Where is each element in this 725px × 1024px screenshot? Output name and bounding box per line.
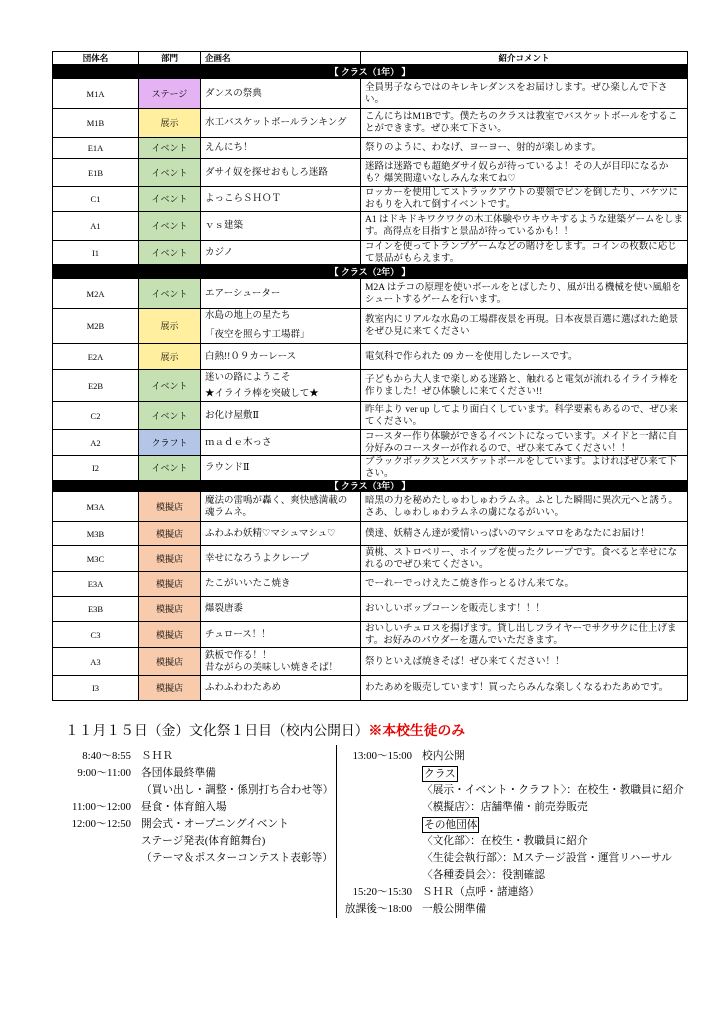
intro-comment: 電気科で作られた 09 カーを使用したレースです。	[365, 351, 578, 362]
schedule-entry	[338, 748, 718, 765]
schedule-entry-continued	[338, 799, 718, 816]
header-comment	[361, 52, 688, 64]
project-title-cell	[201, 212, 361, 240]
table-row	[53, 676, 688, 701]
department-label: イベント	[151, 194, 188, 204]
project-title-line: ふわふわ妖精♡マシュマシュ♡	[205, 528, 336, 539]
comment-cell	[361, 522, 688, 545]
group-name-cell	[53, 212, 139, 240]
comment-cell	[361, 370, 688, 401]
project-title-line: お化け屋敷Ⅱ	[205, 410, 259, 421]
project-title-cell	[201, 309, 361, 343]
project-title-cell	[201, 109, 361, 137]
project-title-line: えんにち！	[205, 143, 253, 153]
schedule-text: 〈生徒会執行部〉：Ｍステージ設営・運営リハーサル	[422, 852, 672, 864]
schedule-time: 放課後～18:00	[344, 903, 412, 915]
comment-cell	[361, 676, 688, 700]
schedule-entry	[338, 884, 718, 901]
project-title-line: ｍａｄｅ木っさ	[205, 437, 272, 448]
department-cell	[139, 648, 201, 675]
schedule-entry	[0, 799, 335, 816]
group-name-cell	[53, 622, 139, 647]
project-title-line: 幸せになろうよクレープ	[205, 553, 310, 564]
group-name: C3	[90, 629, 101, 640]
department-cell	[139, 676, 201, 700]
department-cell	[139, 370, 201, 401]
schedule-date-title: １１月１５日（金）文化祭１日目（校内公開日）	[65, 723, 369, 738]
group-name: M1B	[86, 118, 105, 128]
project-title-cell	[201, 187, 361, 211]
group-name: E3B	[87, 604, 104, 614]
comment-cell	[361, 309, 688, 343]
department-label: 模擬店	[155, 604, 183, 614]
department-label: 模擬店	[155, 629, 183, 640]
project-title-cell	[201, 648, 361, 675]
intro-comment: おいしいチュロスを揚げます。貸し出しフライヤーでサクサクに仕上げます。お好みのパウダーを選んでいただきます。	[365, 623, 677, 646]
project-title-cell	[201, 676, 361, 700]
group-name-cell	[53, 648, 139, 675]
group-name: I2	[91, 463, 100, 473]
schedule-time: 15:20～15:30	[352, 886, 412, 898]
schedule-text: 昼食・体育館入場	[141, 801, 227, 813]
project-title-cell	[201, 430, 361, 455]
project-title-line: エアーシューター	[205, 288, 281, 299]
project-title-line: 昔ながらの美味しい焼きそば！	[205, 662, 339, 673]
intro-comment: 全員男子ならではのキレキレダンスをお届けします。ぜひ楽しんで下さい。	[365, 82, 668, 105]
schedule-entry-continued	[338, 833, 718, 850]
department-cell	[139, 622, 201, 647]
department-cell	[139, 241, 201, 264]
group-name: M2B	[86, 321, 105, 331]
table-row	[53, 597, 688, 622]
intro-comment: M2A はテコの原理を使いボールをとばしたり、風が出る機械を使い風船をシュートするゲームを行います。	[365, 282, 681, 305]
comment-cell	[361, 456, 688, 480]
comment-cell	[361, 79, 688, 108]
group-name-cell	[53, 572, 139, 596]
table-row	[53, 522, 688, 546]
project-title-line: 鉄板で作る！！	[205, 650, 272, 661]
group-name: E2B	[87, 380, 104, 391]
project-title-cell	[201, 402, 361, 429]
project-title-cell	[201, 79, 361, 108]
table-row	[53, 109, 688, 138]
schedule-text: ＳＨＲ（点呼・諸連絡）	[422, 886, 540, 898]
group-name: M3A	[86, 501, 105, 512]
schedule-time: 9:00～11:00	[77, 767, 131, 779]
department-cell	[139, 187, 201, 211]
project-title-line: 爆裂唐黍	[205, 604, 244, 614]
group-name-cell	[53, 676, 139, 700]
intro-comment: おいしいポップコーンを販売します！！！	[365, 604, 545, 614]
schedule-time: 8:40～8:55	[82, 750, 131, 762]
schedule-text: 校内公開	[422, 750, 465, 762]
group-name: M3C	[86, 553, 105, 564]
project-title-cell	[201, 546, 361, 571]
project-title-line: ダサイ奴を探せおもしろ迷路	[205, 167, 328, 178]
department-cell	[139, 522, 201, 545]
schedule-entry	[0, 816, 335, 833]
department-label: イベント	[151, 247, 188, 258]
intro-comment: コースター作り体験ができるイベントになっています。メイドと一緒に自分好みのコースターが作れるので、ぜひ来てみてください！！	[365, 431, 678, 454]
department-cell	[139, 402, 201, 429]
table-row	[53, 187, 688, 212]
intro-comment: 教室内にリアルな水島の工場群夜景を再現。日本夜景百選に選ばれた絶景をぜひ見に来てください	[365, 315, 679, 337]
intro-comment: ブラックボックスとバスケットボールをしています。よければぜひ来て下さい。	[365, 457, 677, 479]
department-label: イベント	[151, 463, 188, 473]
schedule-left-column	[0, 748, 335, 867]
project-title-line: チュロース！！	[205, 629, 271, 640]
project-title-cell	[201, 597, 361, 621]
group-name: A2	[90, 437, 101, 448]
table-row	[53, 159, 688, 187]
comment-cell	[361, 109, 688, 137]
project-title-line: カジノ	[205, 247, 234, 258]
group-name: E1A	[87, 143, 104, 153]
project-title-line: 水島の地上の星たち	[205, 311, 291, 321]
project-title-line: ラウンドⅡ	[205, 463, 250, 473]
project-title-cell	[201, 138, 361, 158]
other-groups-subheading-box: その他団体	[424, 818, 478, 831]
group-name: M1A	[86, 88, 105, 99]
project-title-cell	[201, 622, 361, 647]
intro-comment: A1 はドキドキワクワクの木工体験やウキウキするような建築ゲームをします。高得点を目指すと景品が待っているかも！！	[365, 215, 683, 237]
department-cell	[139, 138, 201, 158]
table-row	[53, 622, 688, 648]
section-label: 【 クラス（2年） 】	[329, 266, 411, 277]
group-name-cell	[53, 492, 139, 521]
table-row	[53, 138, 688, 159]
group-name-cell	[53, 79, 139, 108]
department-cell	[139, 212, 201, 240]
department-label: 展示	[160, 321, 179, 331]
department-cell	[139, 456, 201, 480]
department-label: 模擬店	[155, 501, 183, 512]
department-cell	[139, 109, 201, 137]
header-group-name	[53, 52, 139, 64]
intro-comment: 暗黒の力を秘めたしゅわしゅわラムネ。ふとした瞬間に異次元へと誘う。さあ、しゅわしゅわラムネの虜になるがいい。	[365, 495, 678, 518]
department-label: イベント	[151, 380, 188, 391]
section-label: 【 クラス（1年） 】	[329, 66, 411, 77]
group-name-cell	[53, 522, 139, 545]
group-name-cell	[53, 109, 139, 137]
department-label: 展示	[160, 351, 179, 362]
group-name-cell	[53, 138, 139, 158]
comment-cell	[361, 546, 688, 571]
group-name-cell	[53, 279, 139, 308]
section-header-bar	[53, 481, 688, 492]
department-label: イベント	[151, 167, 188, 178]
department-cell	[139, 279, 201, 308]
table-row	[53, 241, 688, 265]
section-header-bar	[53, 265, 688, 279]
department-label: 模擬店	[155, 683, 183, 693]
comment-cell	[361, 648, 688, 675]
header-label: 部門	[160, 52, 178, 63]
festival-program-table	[52, 51, 688, 701]
schedule-entry-continued	[0, 782, 335, 799]
department-label: 展示	[160, 118, 179, 128]
group-name-cell	[53, 456, 139, 480]
table-row	[53, 344, 688, 370]
department-label: イベント	[151, 143, 188, 153]
schedule-text: （テーマ＆ポスターコンテスト表彰等）	[141, 852, 333, 864]
header-project-title	[201, 52, 361, 64]
intro-comment: 僕達、妖精さん達が愛情いっぱいのマシュマロをあなたにお届け！	[365, 528, 650, 539]
department-cell	[139, 546, 201, 571]
group-name: M2A	[86, 288, 105, 299]
project-title-cell	[201, 241, 361, 264]
comment-cell	[361, 279, 688, 308]
group-name-cell	[53, 430, 139, 455]
department-label: 模擬店	[155, 528, 183, 539]
schedule-text: 各団体最終準備	[141, 767, 216, 779]
group-name-cell	[53, 241, 139, 264]
table-row	[53, 402, 688, 430]
group-name: M3B	[86, 528, 105, 539]
department-label: イベント	[151, 410, 188, 421]
schedule-entry-continued	[0, 850, 335, 867]
group-name-cell	[53, 370, 139, 401]
group-name: A1	[90, 221, 101, 231]
group-name: A3	[90, 656, 101, 667]
intro-comment: こんにちはM1Bです。僕たちのクラスは教室でバスケットボールをすることができます。ぜひ来て下さい。	[365, 112, 678, 134]
department-label: 模擬店	[155, 553, 183, 564]
schedule-text: 開会式・オープニングイベント	[141, 818, 289, 830]
group-name-cell	[53, 344, 139, 369]
comment-cell	[361, 212, 688, 240]
intro-comment: 祭りのように、わなげ、ヨーヨー、射的が楽しめます。	[365, 143, 601, 153]
schedule-entry-continued	[338, 850, 718, 867]
project-title-cell	[201, 572, 361, 596]
department-label: 模擬店	[155, 656, 183, 667]
header-department	[139, 52, 201, 64]
project-title-cell	[201, 370, 361, 401]
intro-comment: 迷路は迷路でも超絶ダサイ奴らが待っているよ！その人が目印になるかも？爆笑間違いなしみんな来てね♡	[365, 161, 669, 184]
department-label: ステージ	[151, 88, 188, 99]
comment-cell	[361, 622, 688, 647]
department-cell	[139, 597, 201, 621]
schedule-entry	[0, 748, 335, 765]
intro-comment: 祭りといえば焼きそば！ぜひ来てください！！	[365, 656, 565, 667]
group-name: C2	[90, 410, 101, 421]
project-title-line: たこがいいたこ焼き	[205, 579, 291, 589]
department-label: 模擬店	[155, 579, 183, 589]
group-name: I1	[91, 247, 100, 258]
project-title-cell	[201, 344, 361, 369]
comment-cell	[361, 344, 688, 369]
comment-cell	[361, 402, 688, 429]
table-row	[53, 212, 688, 241]
group-name: E2A	[87, 351, 104, 362]
project-title-line: ふわふわわたあめ	[205, 683, 282, 693]
department-label: イベント	[151, 288, 188, 299]
schedule-time: 13:00～15:00	[352, 750, 412, 762]
section-label: 【 クラス（3年） 】	[329, 481, 411, 491]
project-title-line: よっこらＳＨＯＴ	[205, 194, 282, 204]
project-title-cell	[201, 279, 361, 308]
intro-comment: ロッカーを使用してストラックアウトの要領でピンを倒したり、バケツにおもりを入れて倒すイベントです。	[365, 188, 679, 210]
comment-cell	[361, 572, 688, 596]
students-only-note: ※本校生徒のみ	[368, 723, 466, 738]
table-row	[53, 370, 688, 402]
table-row	[53, 546, 688, 572]
schedule-entry	[338, 901, 718, 918]
schedule-time: 11:00～12:00	[72, 801, 131, 813]
comment-cell	[361, 492, 688, 521]
header-label: 団体名	[82, 52, 109, 63]
department-label: イベント	[151, 221, 188, 231]
project-title-line: ★イライラ棒を突破して★	[205, 388, 319, 399]
project-title-line: ｖｓ建築	[205, 221, 244, 231]
intro-comment: わたあめを販売しています！買ったらみんな楽しくなるわたあめです。	[365, 683, 669, 693]
group-name: C1	[90, 194, 101, 204]
group-name-cell	[53, 187, 139, 211]
project-title-cell	[201, 492, 361, 521]
group-name-cell	[53, 159, 139, 186]
schedule-text: 〈展示・イベント・クラフト〉：在校生・教職員に紹介	[422, 784, 684, 796]
project-title-cell	[201, 159, 361, 186]
schedule-time: 12:00～12:50	[71, 818, 131, 830]
comment-cell	[361, 187, 688, 211]
table-row	[53, 309, 688, 344]
header-label: 紹介コメント	[498, 52, 550, 63]
project-title-line: 魔法の雷鳴が轟く、爽快感満載の魂ラムネ。	[205, 495, 348, 518]
schedule-text: 〈各種委員会〉：役割確認	[422, 869, 545, 881]
project-title-cell	[201, 456, 361, 480]
intro-comment: でーれーでっけえたこ焼き作っとるけん来てな。	[365, 579, 575, 589]
class-subheading-box: クラス	[424, 767, 456, 780]
department-cell	[139, 79, 201, 108]
intro-comment: コインを使ってトランプゲームなどの賭けをします。コインの枚数に応じて景品がもらえます。	[365, 241, 677, 264]
project-title-line: 迷いの路にようこそ	[205, 372, 291, 383]
schedule-text: ＳＨＲ	[141, 750, 174, 762]
schedule-column-divider	[336, 745, 337, 918]
department-cell	[139, 430, 201, 455]
department-cell	[139, 344, 201, 369]
schedule-subheading	[338, 765, 718, 782]
table-row	[53, 456, 688, 481]
table-row	[53, 572, 688, 597]
schedule-subheading	[338, 816, 718, 833]
department-cell	[139, 572, 201, 596]
schedule-text: 〈模擬店〉：店舗準備・前売券販売	[422, 801, 588, 813]
project-title-line: 白熱!!０９カーレース	[205, 351, 297, 362]
project-title-line: 「夜空を照らす工場群」	[205, 330, 310, 340]
group-name-cell	[53, 402, 139, 429]
schedule-text: 一般公開準備	[422, 903, 487, 915]
schedule-right-column	[338, 748, 718, 918]
department-label: クラフト	[151, 437, 188, 448]
table-row	[53, 430, 688, 456]
table-row	[53, 648, 688, 676]
intro-comment: 子どもから大人まで楽しめる迷路と、触れると電気が流れるイライラ棒を作りました！ぜひ体験しに来てください!!	[365, 374, 679, 397]
project-title-line: ダンスの祭典	[205, 88, 262, 99]
group-name: E1B	[87, 167, 104, 178]
comment-cell	[361, 241, 688, 264]
group-name-cell	[53, 309, 139, 343]
header-label: 企画名	[205, 52, 231, 63]
table-row	[53, 279, 688, 309]
department-cell	[139, 492, 201, 521]
comment-cell	[361, 159, 688, 186]
group-name: E3A	[87, 579, 104, 589]
group-name: I3	[91, 683, 100, 693]
table-header-row	[53, 52, 688, 65]
project-title-cell	[201, 522, 361, 545]
schedule-entry-continued	[338, 782, 718, 799]
comment-cell	[361, 138, 688, 158]
comment-cell	[361, 597, 688, 621]
department-cell	[139, 159, 201, 186]
section-header-bar	[53, 65, 688, 79]
schedule-heading	[65, 722, 465, 739]
schedule-entry-continued	[0, 833, 335, 850]
schedule-text: ステージ発表(体育館舞台)	[141, 835, 266, 847]
group-name-cell	[53, 546, 139, 571]
project-title-line: 水工バスケットボールランキング	[205, 118, 347, 128]
intro-comment: 黄桃、ストロベリー、ホイップを使ったクレープです。食べると幸せになれるのでぜひ来てください。	[365, 547, 677, 570]
schedule-text: （買い出し・調整・係別打ち合わせ等）	[141, 784, 334, 796]
schedule-entry-continued	[338, 867, 718, 884]
group-name-cell	[53, 597, 139, 621]
department-cell	[139, 309, 201, 343]
intro-comment: 昨年より ver up してより面白くしています。科学要素もあるので、ぜひ来てください。	[365, 404, 678, 427]
table-row	[53, 79, 688, 109]
table-row	[53, 492, 688, 522]
comment-cell	[361, 430, 688, 455]
schedule-text: 〈文化部〉：在校生・教職員に紹介	[422, 835, 588, 847]
schedule-entry	[0, 765, 335, 782]
